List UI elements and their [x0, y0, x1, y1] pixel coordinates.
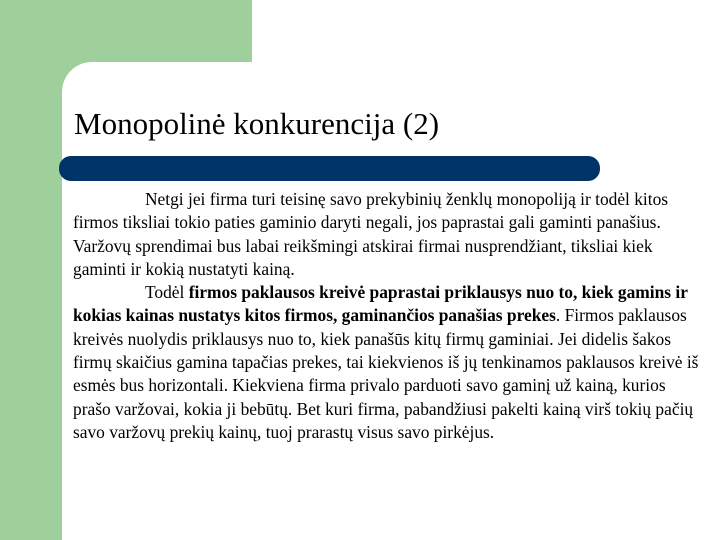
paragraph-1: Netgi jei firma turi teisinę savo prekybinių ženklų monopoliją ir todėl kitos firmos tiksliai tokio paties gaminio daryti negali, jos paprastai gali gaminti panašius. Varžovų sprendimai bus labai reikšmingi atskirai firmai nusprendžiant, tiksliai kiek gaminti ir kokią nustatyti kainą.: [73, 189, 669, 279]
title-underline-bar: [59, 156, 600, 181]
paragraph-2-bold: firmos paklausos kreivė paprastai priklausys nuo to, kiek gamins ir kokias kainas nustatys kitos firmos, gaminančios panašias prekes: [73, 282, 688, 326]
paragraph-2: [73, 281, 701, 444]
slide-body: [73, 188, 701, 444]
paragraph-2-lead: Todėl: [145, 282, 189, 303]
slide-title: Monopolinė konkurencija (2): [74, 106, 440, 141]
paragraph-2-rest: . Firmos paklausos kreivės nuolydis priklausys nuo to, kiek panašūs kitų firmų gaminiai. Jei didelis šakos firmų skaičius gamina tapačias prekes, tai kiekvienos iš jų tenkinamos paklausos kreivė iš esmės bus horizontali. Kiekviena firma privalo parduoti savo gaminį už kainą, kurios prašo varžovai, kokia ji bebūtų. Bet kuri firma, pabandžiusi pakelti kainą virš tokių pačių savo varžovų prekių kainų, tuoj prarastų visus savo pirkėjus.: [73, 305, 699, 442]
